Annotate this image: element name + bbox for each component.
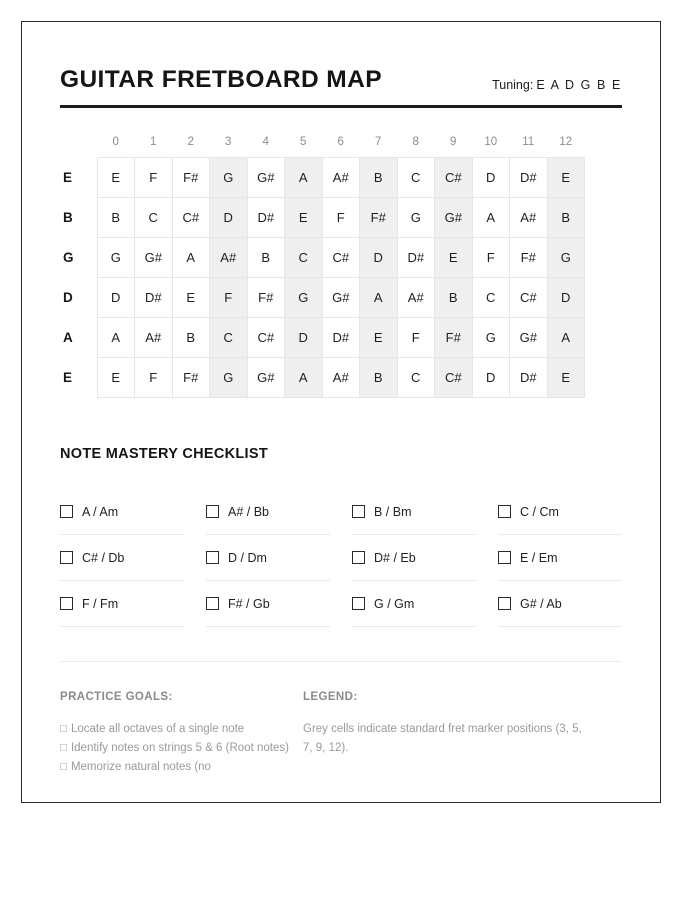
fret-cell: E	[97, 158, 135, 198]
practice-goal-text: Locate all octaves of a single note	[70, 723, 245, 735]
fret-number-2: 2	[187, 136, 194, 148]
checkbox-icon[interactable]	[206, 597, 219, 610]
fret-cell: D	[472, 358, 510, 398]
fret-cell: F#	[172, 358, 210, 398]
fret-cell: B	[247, 238, 285, 278]
checklist-item[interactable]	[498, 489, 622, 535]
note-mastery-checklist	[60, 489, 622, 627]
empty-checkbox-icon: □	[60, 723, 67, 735]
fret-cell: B	[172, 318, 210, 358]
fret-cell: G	[97, 238, 135, 278]
fretboard-table	[60, 136, 585, 398]
checklist-item[interactable]	[206, 489, 330, 535]
fret-cell: D	[210, 198, 248, 238]
fret-cell: E	[97, 358, 135, 398]
fret-cell: F#	[510, 238, 548, 278]
string-label-0: E	[63, 170, 73, 185]
fret-cell: A#	[397, 278, 435, 318]
fret-cell: G	[210, 158, 248, 198]
legend-column	[303, 691, 622, 777]
footer-sections	[60, 691, 622, 777]
checklist-item[interactable]	[498, 535, 622, 581]
fret-number-3: 3	[225, 136, 232, 148]
fret-cell: F	[472, 238, 510, 278]
fret-cell: A	[547, 318, 585, 358]
fret-cell: A	[285, 158, 323, 198]
fret-cell: A#	[210, 238, 248, 278]
fret-cell: C#	[510, 278, 548, 318]
checklist-item[interactable]	[60, 489, 184, 535]
checklist-item[interactable]	[206, 581, 330, 627]
fret-cell: G#	[435, 198, 473, 238]
fret-cell: A#	[135, 318, 173, 358]
fret-number-1: 1	[150, 136, 157, 148]
string-label-2: G	[63, 250, 74, 265]
fret-cell: A	[360, 278, 398, 318]
fret-number-8: 8	[412, 136, 419, 148]
practice-goal-text: Identify notes on strings 5 & 6 (Root notes)	[70, 742, 289, 754]
fret-cell: G#	[247, 158, 285, 198]
fret-cell: C#	[172, 198, 210, 238]
fret-cell: G	[285, 278, 323, 318]
fret-cell: G#	[510, 318, 548, 358]
checkbox-icon[interactable]	[60, 551, 73, 564]
fret-number-7: 7	[375, 136, 382, 148]
fretboard-string-row	[60, 278, 585, 318]
fret-cell: C	[210, 318, 248, 358]
fret-cell: D	[97, 278, 135, 318]
checkbox-icon[interactable]	[498, 505, 511, 518]
checklist-item-label: B / Bm	[374, 504, 412, 519]
fretboard-string-row	[60, 358, 585, 398]
checklist-item-label: D / Dm	[228, 550, 267, 565]
tuning-value: E A D G B E	[536, 78, 622, 92]
string-label-3: D	[63, 290, 73, 305]
checkbox-icon[interactable]	[60, 505, 73, 518]
empty-checkbox-icon: □	[60, 761, 67, 773]
worksheet-page	[21, 21, 661, 803]
fret-cell: A	[472, 198, 510, 238]
fret-cell: C#	[247, 318, 285, 358]
fret-cell: B	[435, 278, 473, 318]
checklist-item-label: G / Gm	[374, 596, 415, 611]
fretboard-string-row	[60, 158, 585, 198]
practice-goal-item	[60, 758, 303, 777]
fret-number-6: 6	[337, 136, 344, 148]
checklist-item-label: C / Cm	[520, 504, 559, 519]
fret-cell: A	[285, 358, 323, 398]
fret-cell: B	[360, 358, 398, 398]
checklist-item[interactable]	[498, 581, 622, 627]
sheet-content	[22, 22, 660, 777]
fret-cell: B	[547, 198, 585, 238]
fret-cell: F	[135, 358, 173, 398]
fret-cell: E	[435, 238, 473, 278]
fretboard-corner-cell	[60, 136, 97, 158]
checklist-item-label: F / Fm	[82, 596, 119, 611]
empty-checkbox-icon: □	[60, 742, 67, 754]
fret-cell: G#	[322, 278, 360, 318]
checklist-item-label: D# / Eb	[374, 550, 416, 565]
fret-cell: F#	[247, 278, 285, 318]
legend-heading: LEGEND:	[303, 691, 358, 703]
fret-cell: C	[397, 158, 435, 198]
fret-cell: E	[547, 358, 585, 398]
practice-goal-item	[60, 739, 303, 758]
checklist-item[interactable]	[60, 535, 184, 581]
fret-cell: D#	[247, 198, 285, 238]
checkbox-icon[interactable]	[352, 597, 365, 610]
fret-cell: G	[547, 238, 585, 278]
checklist-item-label: A# / Bb	[228, 504, 269, 519]
string-label-1: B	[63, 210, 73, 225]
fret-cell: D#	[135, 278, 173, 318]
fret-number-0: 0	[112, 136, 119, 148]
fret-cell: G#	[135, 238, 173, 278]
fret-cell: F#	[172, 158, 210, 198]
checklist-item-label: E / Em	[520, 550, 558, 565]
fret-cell: A	[172, 238, 210, 278]
fret-cell: D#	[510, 158, 548, 198]
practice-goals-list	[60, 720, 303, 777]
fret-cell: D	[285, 318, 323, 358]
fretboard-string-row	[60, 198, 585, 238]
fret-cell: C	[397, 358, 435, 398]
fret-cell: C#	[435, 158, 473, 198]
tuning-label: Tuning:	[492, 78, 534, 92]
fret-cell: F#	[360, 198, 398, 238]
fret-cell: F	[322, 198, 360, 238]
fret-number-12: 12	[559, 136, 573, 148]
fret-cell: G#	[247, 358, 285, 398]
fret-cell: A	[97, 318, 135, 358]
fret-cell: D	[360, 238, 398, 278]
footer-divider	[60, 661, 622, 662]
fret-cell: F	[135, 158, 173, 198]
fret-cell: A#	[510, 198, 548, 238]
fret-cell: C	[285, 238, 323, 278]
fret-cell: D	[547, 278, 585, 318]
fretboard-section	[60, 136, 622, 398]
checkbox-icon[interactable]	[498, 597, 511, 610]
practice-goal-item	[60, 720, 303, 739]
fret-cell: A#	[322, 358, 360, 398]
fret-cell: B	[360, 158, 398, 198]
fret-cell: C	[472, 278, 510, 318]
fret-number-9: 9	[450, 136, 457, 148]
checklist-item[interactable]	[60, 581, 184, 627]
fret-cell: E	[172, 278, 210, 318]
fret-number-5: 5	[300, 136, 307, 148]
fretboard-header-row	[60, 136, 585, 158]
fretboard-body	[60, 158, 585, 398]
fret-cell: E	[547, 158, 585, 198]
fret-cell: D#	[397, 238, 435, 278]
fret-cell: C#	[435, 358, 473, 398]
fret-cell: F	[397, 318, 435, 358]
fret-cell: A#	[322, 158, 360, 198]
string-label-5: E	[63, 370, 73, 385]
tuning-info	[492, 78, 622, 94]
checklist-item-label: F# / Gb	[228, 596, 270, 611]
practice-goal-text: Memorize natural notes (no	[70, 761, 211, 773]
fretboard-string-row	[60, 318, 585, 358]
checklist-item[interactable]	[352, 535, 476, 581]
checklist-item[interactable]	[206, 535, 330, 581]
checklist-item[interactable]	[352, 581, 476, 627]
fret-cell: D	[472, 158, 510, 198]
checkbox-icon[interactable]	[206, 505, 219, 518]
fret-cell: F	[210, 278, 248, 318]
fret-cell: F#	[435, 318, 473, 358]
legend-text: Grey cells indicate standard fret marker positions (3, 5, 7, 9, 12).	[303, 723, 582, 754]
practice-goals-heading: PRACTICE GOALS:	[60, 691, 173, 703]
checklist-item[interactable]	[352, 489, 476, 535]
fret-cell: G	[210, 358, 248, 398]
string-label-4: A	[63, 330, 73, 345]
fret-number-4: 4	[262, 136, 269, 148]
fretboard-string-row	[60, 238, 585, 278]
fret-number-10: 10	[484, 136, 498, 148]
fret-cell: B	[97, 198, 135, 238]
page-title: GUITAR FRETBOARD MAP	[60, 66, 382, 93]
checkbox-icon[interactable]	[352, 505, 365, 518]
fret-cell: C#	[322, 238, 360, 278]
document-header	[60, 66, 622, 108]
fret-cell: D#	[510, 358, 548, 398]
checkbox-icon[interactable]	[60, 597, 73, 610]
checklist-heading: NOTE MASTERY CHECKLIST	[60, 446, 268, 462]
fret-cell: D#	[322, 318, 360, 358]
checkbox-icon[interactable]	[352, 551, 365, 564]
fret-cell: G	[397, 198, 435, 238]
fret-number-11: 11	[522, 136, 535, 148]
checklist-item-label: A / Am	[82, 504, 119, 519]
checklist-item-label: G# / Ab	[520, 596, 562, 611]
checkbox-icon[interactable]	[206, 551, 219, 564]
fret-cell: C	[135, 198, 173, 238]
practice-goals-column	[60, 691, 303, 777]
fret-cell: E	[285, 198, 323, 238]
fret-cell: E	[360, 318, 398, 358]
fret-cell: G	[472, 318, 510, 358]
checklist-item-label: C# / Db	[82, 550, 125, 565]
checkbox-icon[interactable]	[498, 551, 511, 564]
